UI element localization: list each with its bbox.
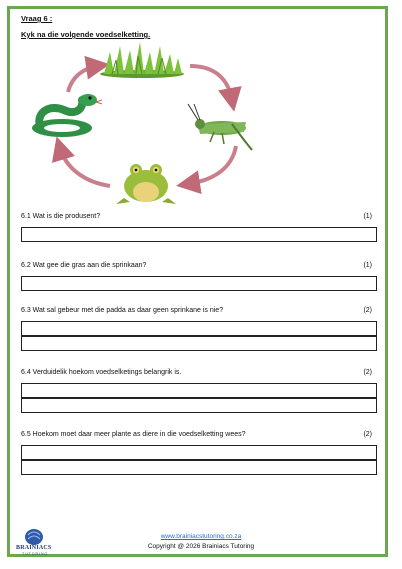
answer-field-6-3a[interactable]	[21, 321, 377, 336]
marks-6-1: (1)	[363, 213, 372, 220]
answer-field-6-1[interactable]	[21, 227, 377, 242]
instruction-text: Kyk na die volgende voedselketting.	[21, 30, 151, 39]
question-6-4: 6.4 Verduidelik hoekom voedselketings belangrik is.	[21, 369, 182, 376]
answer-field-6-4b[interactable]	[21, 398, 377, 413]
answer-field-6-2[interactable]	[21, 276, 377, 291]
logo-name: BRAINIACS	[16, 545, 52, 551]
marks-6-5: (2)	[363, 431, 372, 438]
answer-field-6-4a[interactable]	[21, 383, 377, 398]
question-6-1: 6.1 Wat is die produsent?	[21, 213, 101, 220]
question-6-3: 6.3 Wat sal gebeur met die padda as daar geen sprinkane is nie?	[21, 307, 224, 314]
question-6-2: 6.2 Wat gee die gras aan die sprinkaan?	[21, 262, 147, 269]
marks-6-4: (2)	[363, 369, 372, 376]
marks-6-3: (2)	[363, 307, 372, 314]
website-link[interactable]: www.brainiacstutoring.co.za	[160, 533, 242, 540]
question-6-5: 6.5 Hoekom moet daar meer plante as diere in die voedselketting wees?	[21, 431, 246, 438]
logo-subtitle: TUTORING	[22, 552, 49, 556]
marks-6-2: (1)	[363, 262, 372, 269]
question-title: Vraag 6 :	[21, 14, 53, 23]
answer-field-6-5a[interactable]	[21, 445, 377, 460]
answer-field-6-3b[interactable]	[21, 336, 377, 351]
copyright-text: Copyright @ 2026 Brainiacs Tutoring	[147, 543, 255, 550]
answer-field-6-5b[interactable]	[21, 460, 377, 475]
